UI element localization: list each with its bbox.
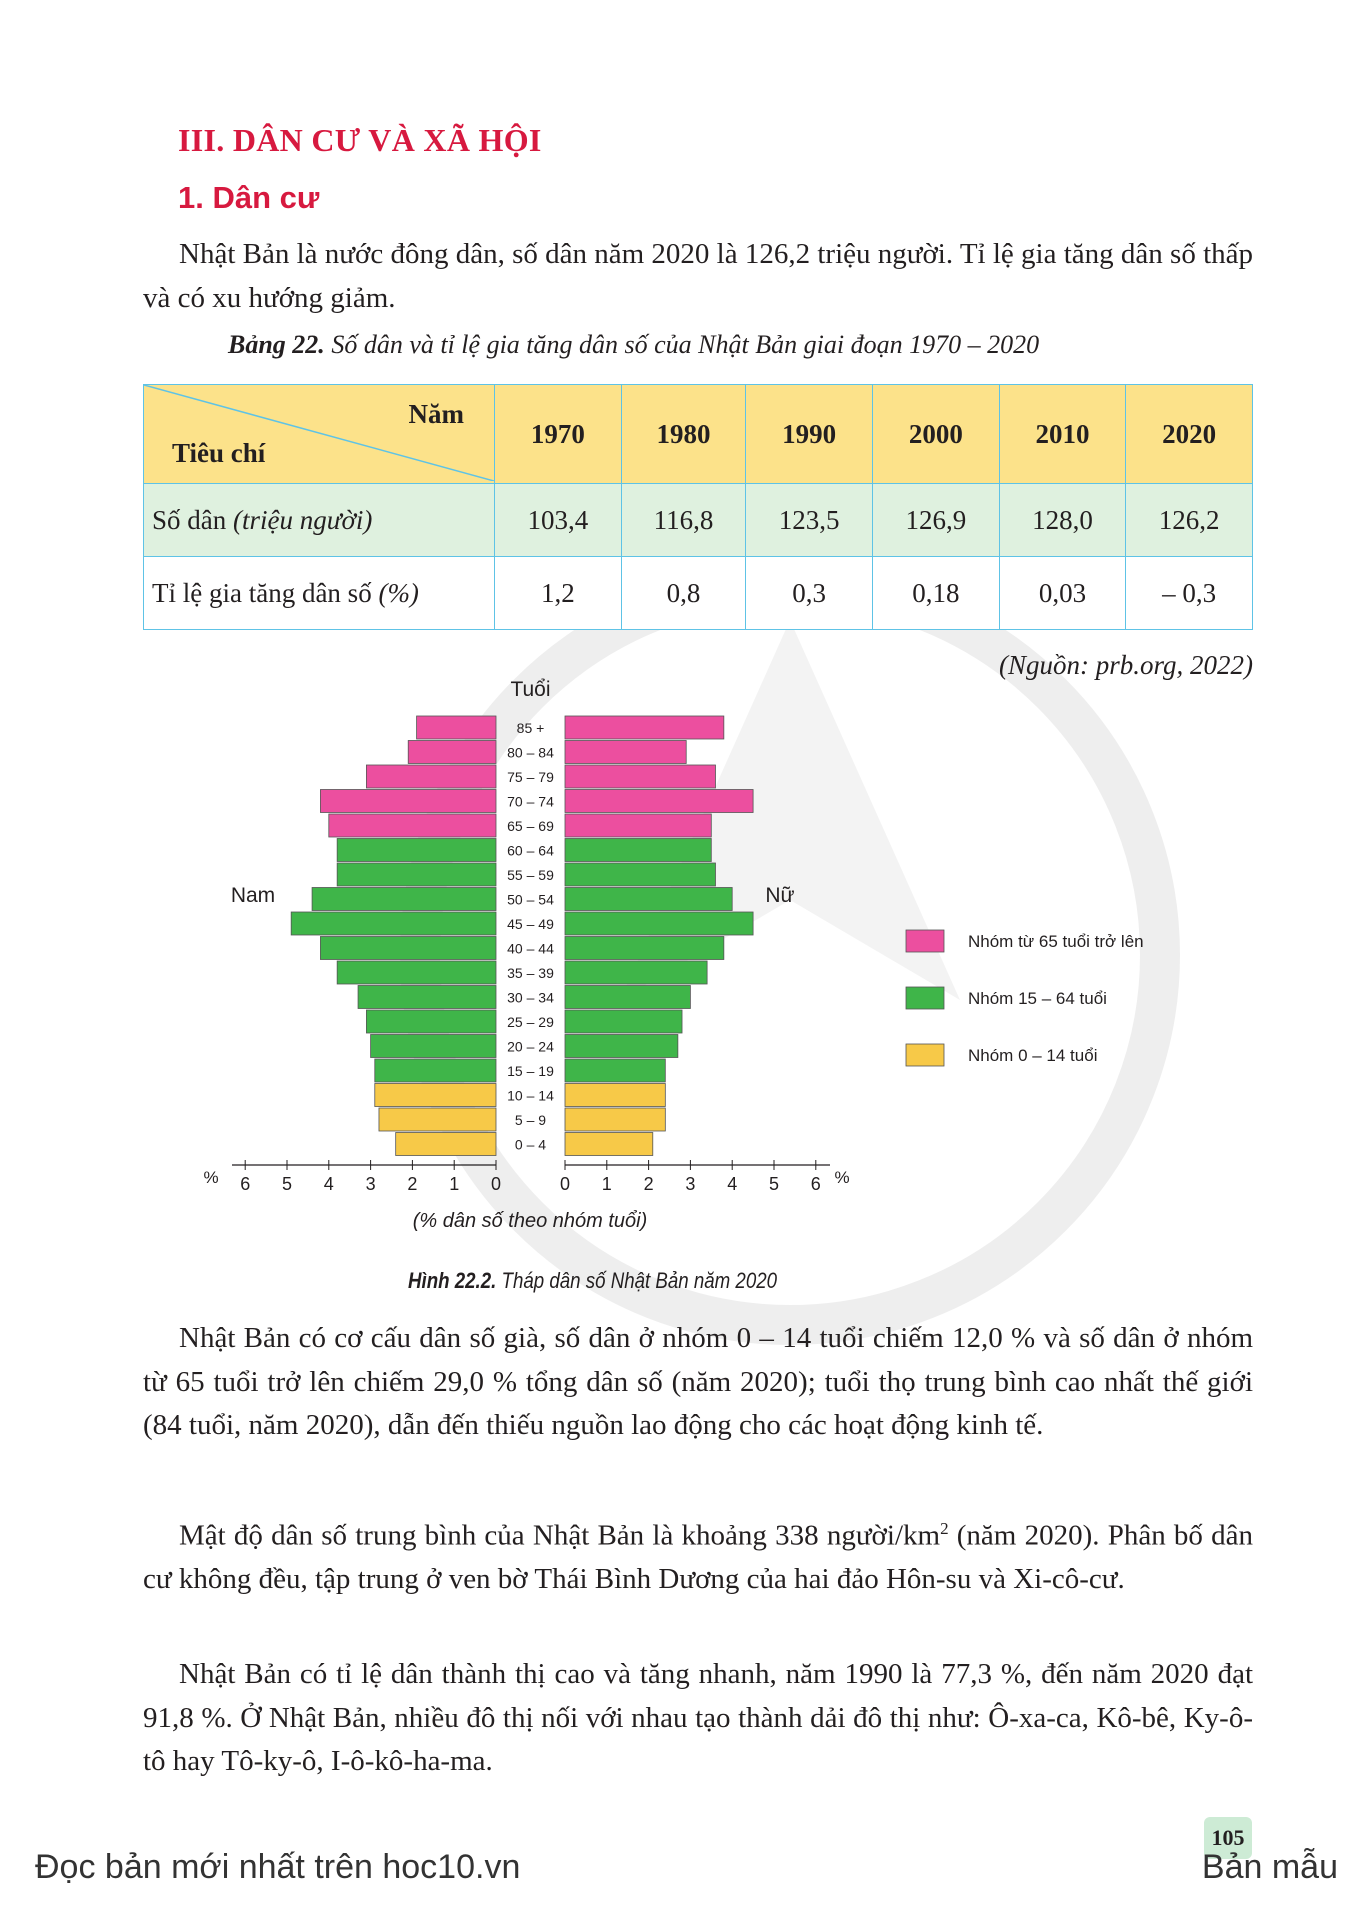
age-group-label: 40 – 44: [507, 940, 554, 957]
age-group-label: 80 – 84: [507, 744, 554, 761]
year-header: 2020: [1126, 385, 1253, 484]
female-bar: [565, 814, 711, 837]
male-bar: [291, 912, 496, 935]
male-bar: [358, 986, 496, 1009]
table-source: (Nguồn: prb.org, 2022): [999, 650, 1253, 680]
paragraph-2: Nhật Bản có cơ cấu dân số già, số dân ở nhóm 0 – 14 tuổi chiếm 12,0 % và số dân ở nhóm từ 65 tuổi trở lên chiếm 29,0 % tổng dân số (năm 2020); tuổi thọ trung bình cao nhất thế giới (84 tuổi, năm 2020), dẫn đến thiếu nguồn lao động cho các hoạt động kinh tế.: [143, 1322, 1253, 1441]
x-tick-label: 4: [727, 1174, 738, 1194]
legend-label: Nhóm 0 – 14 tuổi: [968, 1046, 1098, 1065]
male-bar: [379, 1108, 496, 1131]
x-tick-label: 1: [449, 1174, 460, 1194]
x-tick-label: 2: [407, 1174, 418, 1194]
table-cell: – 0,3: [1126, 557, 1253, 630]
male-bar: [396, 1133, 496, 1156]
age-group-label: 15 – 19: [507, 1063, 554, 1079]
female-bar: [565, 741, 686, 764]
male-bar: [337, 839, 496, 862]
x-tick-label: 0: [490, 1174, 502, 1194]
paragraph-3: Mật độ dân số trung bình của Nhật Bản là khoảng 338 người/$km^2$ (năm 2020). Phân bố dân cư không đều, tập trung ở ven bờ Thái Bình Dương của hai đảo Hôn-su và Xi-cô-cư.: [143, 1519, 1253, 1596]
female-bar: [565, 912, 753, 935]
x-axis-unit-left: %: [203, 1168, 219, 1187]
male-bar: [366, 1010, 496, 1033]
male-bar: [337, 961, 496, 984]
section-heading: III. DÂN CƯ VÀ XÃ HỘI: [178, 122, 542, 158]
female-bar: [565, 937, 724, 960]
male-bar: [337, 863, 496, 886]
population-pyramid-chart: [0, 660, 1368, 1260]
table-cell: 126,2: [1126, 484, 1253, 557]
male-bar: [366, 765, 496, 788]
female-bar: [565, 1010, 682, 1033]
year-header: 1970: [495, 385, 622, 484]
female-bar: [565, 790, 753, 813]
age-group-label: 70 – 74: [507, 793, 554, 810]
male-bar: [320, 937, 496, 960]
table-cell: 0,18: [872, 557, 999, 630]
table-cell: 0,03: [999, 557, 1126, 630]
x-tick-label: 6: [240, 1174, 251, 1194]
table-cell: 0,3: [746, 557, 873, 630]
female-bar: [565, 1133, 653, 1156]
table-cell: 0,8: [621, 557, 746, 630]
female-bar: [565, 1084, 665, 1107]
female-bar: [565, 961, 707, 984]
paragraph-4: Nhật Bản có tỉ lệ dân thành thị cao và tăng nhanh, năm 1990 là 77,3 %, đến năm 2020 đạt 91,8 %. Ở Nhật Bản, nhiều đô thị nối với nhau tạo thành dải đô thị như: Ô-xa-ca, Kô-bê, Ky-ô-tô hay Tô-ky-ô, I-ô-kô-ha-ma.: [143, 1658, 1253, 1777]
male-bar: [320, 790, 496, 813]
age-group-label: 20 – 24: [507, 1038, 554, 1055]
female-bar: [565, 839, 711, 862]
female-bar: [565, 888, 732, 911]
x-tick-label: 4: [323, 1174, 334, 1194]
row-label: Tỉ lệ gia tăng dân số (%): [144, 557, 495, 630]
x-tick-label: 6: [810, 1174, 821, 1194]
page-number: 105: [1204, 1817, 1252, 1859]
age-group-label: 55 – 59: [507, 867, 554, 883]
legend-swatch: [906, 930, 944, 952]
male-bar: [312, 888, 496, 911]
year-header: 1980: [621, 385, 746, 484]
age-group-label: 60 – 64: [507, 842, 554, 859]
male-bar: [408, 741, 496, 764]
table-cell: 123,5: [746, 484, 873, 557]
male-bar: [375, 1059, 496, 1082]
age-group-label: 25 – 29: [507, 1014, 554, 1030]
female-bar: [565, 1059, 665, 1082]
male-bar: [375, 1084, 496, 1107]
legend-label: Nhóm từ 65 tuổi trở lên: [968, 932, 1144, 951]
male-label: Nam: [230, 884, 276, 907]
female-bar: [565, 986, 690, 1009]
legend-swatch: [906, 1044, 944, 1066]
corner-year-label: Năm: [408, 399, 464, 429]
year-header: 1990: [746, 385, 873, 484]
female-bar: [565, 863, 715, 886]
x-tick-label: 3: [365, 1174, 376, 1194]
age-group-label: 50 – 54: [507, 891, 554, 908]
age-group-label: 10 – 14: [507, 1087, 554, 1104]
paragraph-1: Nhật Bản là nước đông dân, số dân năm 2020 là 126,2 triệu người. Tỉ lệ gia tăng dân số thấp và có xu hướng giảm.: [143, 238, 1253, 314]
age-group-label: 85 +: [516, 720, 545, 736]
x-tick-label: 5: [768, 1174, 780, 1194]
female-label: Nữ: [765, 884, 795, 907]
year-header: 2000: [872, 385, 999, 484]
female-bar: [565, 1035, 678, 1058]
male-bar: [329, 814, 496, 837]
x-tick-label: 5: [281, 1174, 293, 1194]
table-cell: 126,9: [872, 484, 999, 557]
x-tick-label: 1: [601, 1174, 612, 1194]
table-cell: 103,4: [495, 484, 622, 557]
female-bar: [565, 716, 724, 739]
age-group-label: 75 – 79: [507, 769, 554, 785]
x-axis-title: (% dân số theo nhóm tuổi): [412, 1210, 648, 1232]
x-tick-label: 3: [685, 1174, 696, 1194]
footer-link-text: Đọc bản mới nhất trên hoc10.vn: [35, 1848, 521, 1886]
table-cell: 116,8: [621, 484, 746, 557]
table-header-row: [144, 385, 1253, 484]
year-header: 2010: [999, 385, 1126, 484]
table-corner-cell: [144, 385, 495, 484]
table-cell: 1,2: [495, 557, 622, 630]
population-table: [143, 384, 1253, 630]
subsection-heading: 1. Dân cư: [178, 180, 320, 215]
age-group-label: 5 – 9: [514, 1112, 547, 1128]
age-group-label: 45 – 49: [507, 916, 554, 932]
x-tick-label: 2: [643, 1174, 654, 1194]
legend-label: Nhóm 15 – 64 tuổi: [968, 989, 1107, 1008]
figure-caption: Hình 22.2. Tháp dân số Nhật Bản năm 2020: [408, 1268, 778, 1293]
female-bar: [565, 765, 715, 788]
table-caption: Bảng 22. Số dân và tỉ lệ gia tăng dân số của Nhật Bản giai đoạn 1970 – 2020: [228, 330, 1040, 359]
male-bar: [371, 1035, 496, 1058]
x-axis-unit-right: %: [834, 1168, 850, 1187]
legend-swatch: [906, 987, 944, 1009]
row-label: Số dân (triệu người): [144, 484, 495, 557]
corner-criteria-label: Tiêu chí: [172, 438, 266, 468]
x-tick-label: 0: [559, 1174, 571, 1194]
female-bar: [565, 1108, 665, 1131]
age-group-label: 0 – 4: [514, 1136, 547, 1153]
age-group-label: 30 – 34: [507, 989, 554, 1006]
y-axis-title: Tuổi: [510, 678, 551, 701]
age-group-label: 35 – 39: [507, 965, 554, 981]
age-group-label: 65 – 69: [507, 818, 554, 834]
footer-sample-label: Bản mẫu: [1201, 1848, 1338, 1886]
male-bar: [417, 716, 496, 739]
table-row-population: [144, 484, 1253, 557]
table-cell: 128,0: [999, 484, 1126, 557]
table-row-growth: [144, 557, 1253, 630]
